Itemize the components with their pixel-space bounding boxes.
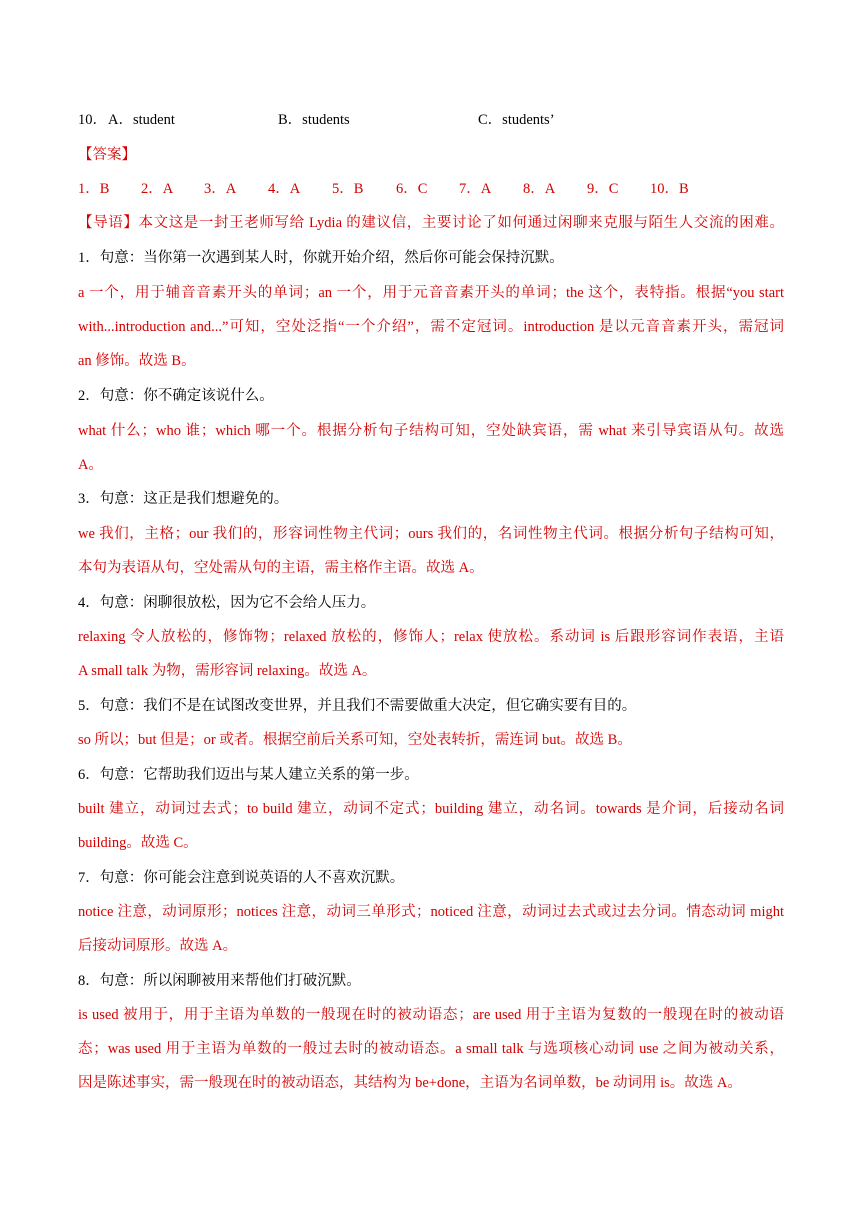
answer-item: 5．B bbox=[332, 181, 364, 197]
sentence-meaning-6: 6．句意：它帮助我们迈出与某人建立关系的第一步。 bbox=[78, 767, 419, 783]
option-b: B．students bbox=[278, 112, 350, 128]
explanation-text: is used 被用于，用于主语为单数的一般现在时的被动语态；are used 用于主语为复数的一般现在时的被动语 bbox=[78, 1007, 784, 1023]
sentence-meaning-4: 4．句意：闲聊很放松，因为它不会给人压力。 bbox=[78, 595, 376, 611]
explanation-text: relaxing 令人放松的，修饰物；relaxed 放松的，修饰人；relax 使放松。系动词 is 后跟形容词作表语，主语 bbox=[78, 629, 784, 645]
sentence-meaning-5: 5．句意：我们不是在试图改变世界，并且我们不需要做重大决定，但它确实要有目的。 bbox=[78, 698, 637, 714]
explanation-text: A small talk 为物，需形容词 relaxing。故选 A。 bbox=[78, 663, 377, 679]
sentence-meaning-7: 7．句意：你可能会注意到说英语的人不喜欢沉默。 bbox=[78, 870, 405, 886]
answer-item: 8．A bbox=[523, 181, 556, 197]
explanation-text: 因是陈述事实，需一般现在时的被动语态，其结构为 be+done，主语为名词单数，be 动词用 is。故选 A。 bbox=[78, 1075, 742, 1091]
explanation-text: building。故选 C。 bbox=[78, 835, 198, 851]
answer-item: 1．B bbox=[78, 181, 110, 197]
explanation-text: A。 bbox=[78, 457, 103, 473]
answer-item: 6．C bbox=[396, 181, 428, 197]
sentence-meaning-1: 1．句意：当你第一次遇到某人时，你就开始介绍，然后你可能会保持沉默。 bbox=[78, 250, 564, 266]
intro-line: 【导语】本文这是一封王老师写给 Lydia 的建议信，主要讨论了如何通过闲聊来克服与陌生人交流的困难。 bbox=[78, 215, 784, 231]
explanation-text: so 所以；but 但是；or 或者。根据空前后关系可知，空处表转折，需连词 but。故选 B。 bbox=[78, 732, 632, 748]
explanation-text: 本句为表语从句，空处需从句的主语，需主格作主语。故选 A。 bbox=[78, 560, 484, 576]
sentence-meaning-3: 3．句意：这正是我们想避免的。 bbox=[78, 491, 289, 507]
answer-item: 9．C bbox=[587, 181, 619, 197]
explanation-text: we 我们，主格；our 我们的，形容词性物主代词；ours 我们的，名词性物主代词。根据分析句子结构可知， bbox=[78, 526, 784, 542]
explanation-text: notice 注意，动词原形；notices 注意，动词三单形式；noticed 注意，动词过去式或过去分词。情态动词 might bbox=[78, 904, 784, 920]
sentence-meaning-2: 2．句意：你不确定该说什么。 bbox=[78, 388, 274, 404]
explanation-text: 态；was used 用于主语为单数的一般过去时的被动语态。a small talk 与选项核心动词 use 之间为被动关系， bbox=[78, 1041, 784, 1057]
explanation-text: an 修饰。故选 B。 bbox=[78, 353, 196, 369]
explanation-text: what 什么；who 谁；which 哪一个。根据分析句子结构可知，空处缺宾语，需 what 来引导宾语从句。故选 bbox=[78, 423, 784, 439]
explanation-text: built 建立，动词过去式；to build 建立，动词不定式；building 建立，动名词。towards 是介词，后接动名词 bbox=[78, 801, 784, 817]
explanation-text: a 一个，用于辅音音素开头的单词；an 一个，用于元音音素开头的单词；the 这个，表特指。根据“you start bbox=[78, 285, 784, 301]
answer-item: 2．A bbox=[141, 181, 174, 197]
answer-heading: 【答案】 bbox=[78, 147, 136, 163]
sentence-meaning-8: 8．句意：所以闲聊被用来帮他们打破沉默。 bbox=[78, 973, 361, 989]
explanation-text: with...introduction and...”可知，空处泛指“一个介绍”，需不定冠词。introduction 是以元音音素开头，需冠词 bbox=[78, 319, 784, 335]
option-c: C．students’ bbox=[478, 112, 555, 128]
answer-item: 7．A bbox=[459, 181, 492, 197]
option-a: A．student bbox=[108, 112, 175, 128]
answer-item: 10．B bbox=[650, 181, 689, 197]
question-number: 10． bbox=[78, 112, 107, 128]
answer-item: 4．A bbox=[268, 181, 301, 197]
answer-item: 3．A bbox=[204, 181, 237, 197]
explanation-text: 后接动词原形。故选 A。 bbox=[78, 938, 238, 954]
